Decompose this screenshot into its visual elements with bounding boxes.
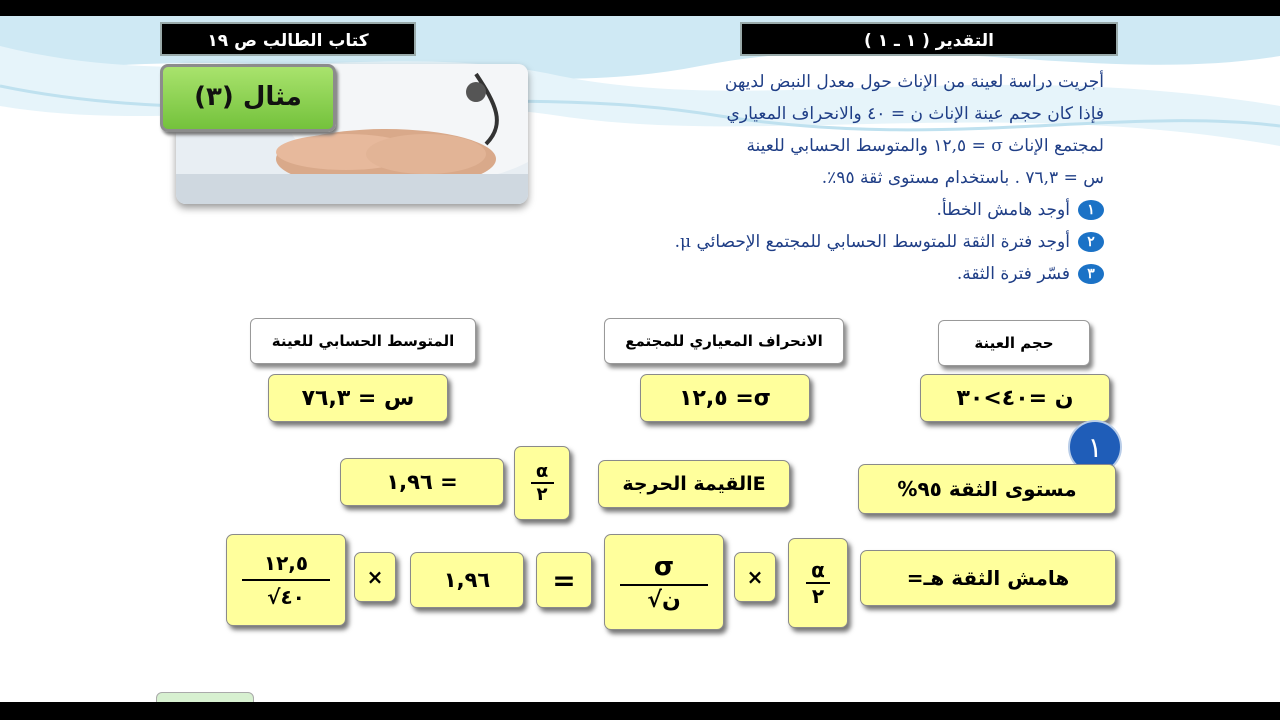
alpha-symbol: α	[811, 558, 825, 582]
pop-sd-value: σ= ١٢,٥	[640, 374, 810, 422]
question-number: ٣	[1078, 264, 1104, 284]
pop-sd-label: الانحراف المعياري للمجتمع	[604, 318, 844, 364]
question-text: فسّر فترة الثقة.	[956, 264, 1070, 284]
z-value-2: ١,٩٦	[410, 552, 524, 608]
problem-line: أجريت دراسة لعينة من الإناث حول معدل النبض لديهن	[724, 72, 1104, 92]
problem-line: س = ٧٦,٣ . باستخدام مستوى ثقة ٩٥٪.	[821, 168, 1104, 188]
fraction-denominator: ٤٠√	[267, 585, 305, 609]
slide	[0, 16, 1280, 702]
times-sign-2: ×	[734, 552, 776, 602]
times-sign: ×	[354, 552, 396, 602]
z-alpha-half	[514, 446, 570, 520]
question-3	[564, 258, 1104, 290]
margin-of-error-label: هامش الثقة هـ=	[860, 550, 1116, 606]
question-number: ١	[1078, 200, 1104, 220]
alpha-denominator: ٢	[806, 582, 830, 608]
alpha-symbol: α	[535, 461, 549, 482]
sqrt-n: ن√	[647, 587, 681, 613]
example-label: مثال (٣)	[160, 64, 336, 132]
z-alpha-half-2	[788, 538, 848, 628]
question-text: أوجد هامش الخطأ.	[936, 200, 1070, 220]
confidence-level: مستوى الثقة ٩٥%	[858, 464, 1116, 514]
question-1	[564, 194, 1104, 226]
problem-line: لمجتمع الإناث σ = ١٢,٥ والمتوسط الحسابي للعينة	[746, 136, 1104, 156]
z-value: = ١,٩٦	[340, 458, 504, 506]
critical-value-label: Eالقيمة الحرجة	[598, 460, 790, 508]
fraction-numerator: ١٢,٥	[263, 551, 309, 575]
problem-line: فإذا كان حجم عينة الإناث ن = ٤٠ والانحراف المعياري	[726, 104, 1104, 124]
step-marker: ١	[1068, 420, 1122, 474]
fraction-value	[226, 534, 346, 626]
green-tab	[156, 692, 254, 702]
book-page-ref: كتاب الطالب ص ١٩	[160, 22, 416, 56]
sqrt-icon: √	[267, 585, 281, 609]
equals-sign: =	[536, 552, 592, 608]
sigma-over-sqrt-n	[604, 534, 724, 630]
lesson-title: ( ١ ـ ١ ) التقدير	[740, 22, 1118, 56]
question-text: أوجد فترة الثقة للمتوسط الحسابي للمجتمع الإحصائي μ.	[674, 232, 1070, 252]
alpha-denominator: ٢	[531, 482, 554, 505]
sample-size-label: حجم العينة	[938, 320, 1090, 366]
question-2	[564, 226, 1104, 258]
sample-size-value: ن =٤٠>٣٠	[920, 374, 1110, 422]
sigma-symbol: σ	[653, 551, 675, 582]
problem-statement	[564, 66, 1104, 290]
sample-mean-label: المتوسط الحسابي للعينة	[250, 318, 476, 364]
sample-mean-value: س = ٧٦,٣	[268, 374, 448, 422]
question-number: ٢	[1078, 232, 1104, 252]
sqrt-icon: √	[647, 587, 662, 613]
